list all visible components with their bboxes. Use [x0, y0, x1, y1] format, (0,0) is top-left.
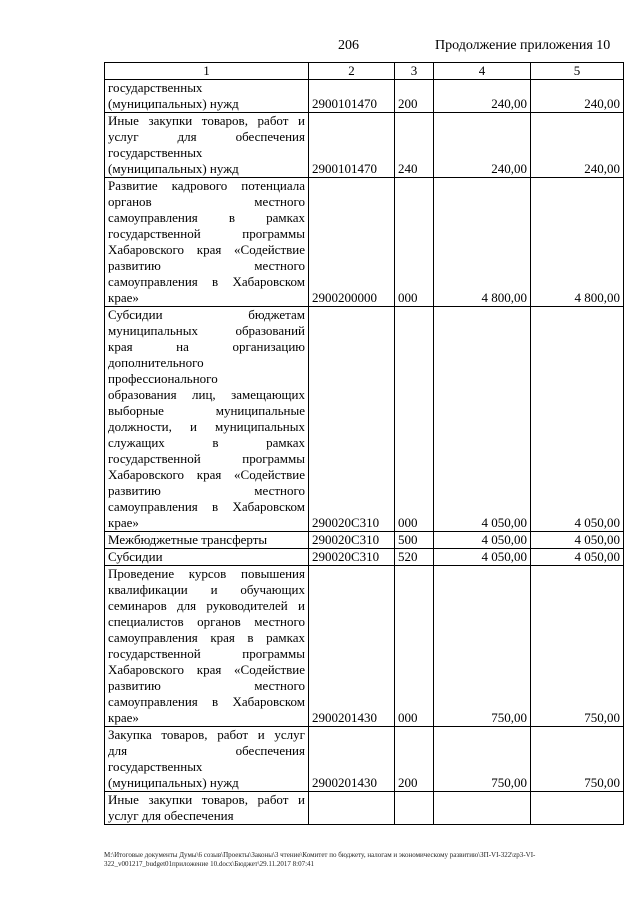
- target-article-code: 2900101470: [309, 80, 395, 113]
- expense-item-name-line: государственной программы: [108, 226, 305, 241]
- page-header: [0, 38, 640, 58]
- expense-item-name-line: края на организацию: [108, 339, 305, 354]
- expense-type-code: 240: [395, 113, 434, 178]
- target-article-code: 2900101470: [309, 113, 395, 178]
- expense-item-name-line: крае»: [108, 515, 139, 530]
- table-row: [105, 80, 624, 113]
- expense-item-name-line: Хабаровского края «Содействие: [108, 242, 305, 257]
- expense-item-name-line: самоуправления в Хабаровском: [108, 499, 305, 514]
- expense-item-name-line: Закупка товаров, работ и услуг: [108, 727, 305, 742]
- expense-item-name-line: Иные закупки товаров, работ и: [108, 792, 305, 807]
- expense-type-code: 000: [395, 307, 434, 532]
- amount-column-5: 240,00: [531, 113, 624, 178]
- expense-item-name-line: специалистов органов местного: [108, 614, 305, 629]
- expense-item-name-line: услуг для обеспечения: [108, 129, 305, 144]
- amount-column-5: 4 050,00: [531, 549, 624, 566]
- expense-item-name: [105, 532, 309, 549]
- expense-item-name-line: (муниципальных) нужд: [108, 161, 239, 176]
- amount-column-4: 240,00: [434, 113, 531, 178]
- expense-item-name-line: служащих в рамках: [108, 435, 305, 450]
- column-header-4: 4: [434, 63, 531, 80]
- expense-item-name-line: профессионального: [108, 371, 218, 386]
- expense-item-name-line: (муниципальных) нужд: [108, 775, 239, 790]
- table-body: [105, 80, 624, 825]
- expense-item-name-line: государственных: [108, 759, 203, 774]
- expense-item-name-line: образования лиц, замещающих: [108, 387, 305, 402]
- expense-item-name: [105, 307, 309, 532]
- budget-table: [104, 62, 624, 825]
- expense-item-name-line: самоуправления края в рамках: [108, 630, 305, 645]
- target-article-code: 2900201430: [309, 727, 395, 792]
- target-article-code: 290020С310: [309, 549, 395, 566]
- expense-item-name-line: государственных: [108, 145, 203, 160]
- amount-column-5: 750,00: [531, 727, 624, 792]
- expense-type-code: 000: [395, 566, 434, 727]
- expense-item-name-line: Развитие кадрового потенциала: [108, 178, 305, 193]
- expense-type-code: 000: [395, 178, 434, 307]
- expense-type-code: 200: [395, 80, 434, 113]
- target-article-code: 290020С310: [309, 307, 395, 532]
- column-header-3: 3: [395, 63, 434, 80]
- target-article-code: 2900201430: [309, 566, 395, 727]
- amount-column-4: 4 050,00: [434, 532, 531, 549]
- expense-item-name-line: Субсидии бюджетам: [108, 307, 305, 322]
- expense-item-name: [105, 113, 309, 178]
- expense-item-name-line: должности, и муниципальных: [108, 419, 305, 434]
- amount-column-5: 4 050,00: [531, 307, 624, 532]
- expense-item-name: [105, 727, 309, 792]
- expense-item-name-line: самоуправления в рамках: [108, 210, 305, 225]
- appendix-continuation-title: Продолжение приложения 10: [435, 38, 611, 53]
- table-row: [105, 566, 624, 727]
- expense-item-name-line: для обеспечения: [108, 743, 305, 758]
- expense-item-name-line: органов местного: [108, 194, 305, 209]
- amount-column-5: [531, 792, 624, 825]
- expense-item-name: [105, 549, 309, 566]
- expense-item-name-line: Субсидии: [108, 549, 163, 564]
- expense-item-name-line: развитию местного: [108, 258, 305, 273]
- table-row: [105, 792, 624, 825]
- expense-item-name: [105, 80, 309, 113]
- expense-item-name-line: самоуправления в Хабаровском: [108, 274, 305, 289]
- expense-item-name-line: семинаров для руководителей и: [108, 598, 305, 613]
- table-row: [105, 307, 624, 532]
- expense-item-name-line: самоуправления в Хабаровском: [108, 694, 305, 709]
- table-row: [105, 549, 624, 566]
- amount-column-4: 240,00: [434, 80, 531, 113]
- expense-item-name-line: Хабаровского края «Содействие: [108, 662, 305, 677]
- amount-column-4: 4 050,00: [434, 307, 531, 532]
- expense-item-name: [105, 566, 309, 727]
- expense-type-code: 500: [395, 532, 434, 549]
- expense-item-name: [105, 178, 309, 307]
- target-article-code: [309, 792, 395, 825]
- amount-column-5: 240,00: [531, 80, 624, 113]
- expense-item-name-line: квалификации и обучающих: [108, 582, 305, 597]
- column-header-row: [105, 63, 624, 80]
- page-number: 206: [338, 38, 359, 53]
- expense-item-name-line: государственных: [108, 80, 203, 95]
- amount-column-5: 4 050,00: [531, 532, 624, 549]
- table-row: [105, 178, 624, 307]
- expense-type-code: 520: [395, 549, 434, 566]
- expense-item-name-line: дополнительного: [108, 355, 204, 370]
- expense-item-name-line: государственной программы: [108, 451, 305, 466]
- column-header-5: 5: [531, 63, 624, 80]
- amount-column-5: 750,00: [531, 566, 624, 727]
- document-path-footer: М:\Итоговые документы Думы\6 созыв\Проекты\Законы\3 чтение\Комитет по бюджету, налогам и экономическому развитию\ЗП-VI-322\zp3-VI-322_v001217_budget01приложение 10.docx\Бюджет\29.11.2017 8:07:41: [104, 851, 536, 868]
- amount-column-4: 750,00: [434, 727, 531, 792]
- expense-item-name-line: Хабаровского края «Содействие: [108, 467, 305, 482]
- expense-type-code: 200: [395, 727, 434, 792]
- amount-column-4: 4 800,00: [434, 178, 531, 307]
- expense-item-name-line: государственной программы: [108, 646, 305, 661]
- expense-item-name-line: выборные муниципальные: [108, 403, 305, 418]
- expense-item-name-line: Проведение курсов повышения: [108, 566, 305, 581]
- target-article-code: 290020С310: [309, 532, 395, 549]
- expense-item-name-line: (муниципальных) нужд: [108, 96, 239, 111]
- target-article-code: 2900200000: [309, 178, 395, 307]
- table-row: [105, 532, 624, 549]
- table-row: [105, 727, 624, 792]
- amount-column-4: 750,00: [434, 566, 531, 727]
- expense-item-name: [105, 792, 309, 825]
- expense-item-name-line: муниципальных образований: [108, 323, 305, 338]
- amount-column-4: [434, 792, 531, 825]
- amount-column-5: 4 800,00: [531, 178, 624, 307]
- column-header-2: 2: [309, 63, 395, 80]
- expense-item-name-line: развитию местного: [108, 483, 305, 498]
- expense-item-name-line: Иные закупки товаров, работ и: [108, 113, 305, 128]
- table-row: [105, 113, 624, 178]
- amount-column-4: 4 050,00: [434, 549, 531, 566]
- expense-item-name-line: развитию местного: [108, 678, 305, 693]
- expense-item-name-line: крае»: [108, 290, 139, 305]
- expense-item-name-line: услуг для обеспечения: [108, 808, 234, 823]
- expense-item-name-line: Межбюджетные трансферты: [108, 532, 268, 547]
- expense-item-name-line: крае»: [108, 710, 139, 725]
- expense-type-code: [395, 792, 434, 825]
- column-header-1: 1: [105, 63, 309, 80]
